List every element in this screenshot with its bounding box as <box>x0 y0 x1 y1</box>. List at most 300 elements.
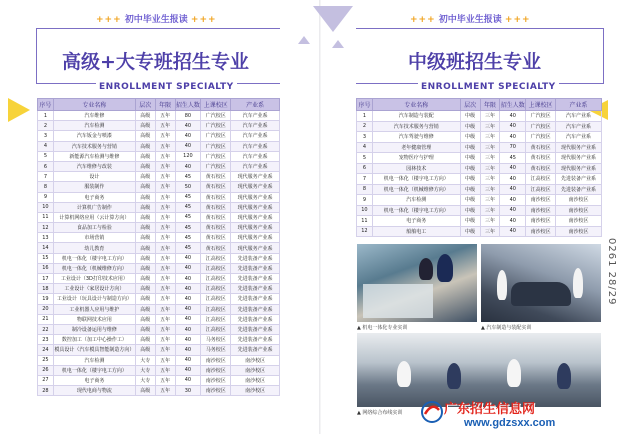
table-row <box>357 226 602 237</box>
cell-col-index: 22 <box>38 324 54 334</box>
cell-col-program-name: 电子商务 <box>53 375 135 385</box>
cell-col-department: 现代服务产业系 <box>231 233 280 243</box>
cell-col-index: 11 <box>357 216 373 227</box>
table-row <box>357 111 602 122</box>
cell-col-years: 五年 <box>155 202 175 212</box>
cell-col-enrollment: 45 <box>175 192 201 202</box>
plus-decor: +++ <box>410 15 436 25</box>
cell-col-enrollment: 40 <box>175 304 201 314</box>
car-body <box>511 282 571 306</box>
cell-col-level: 高级 <box>135 233 155 243</box>
cell-col-level: 高级 <box>135 111 155 121</box>
cell-col-program-name: 现代电商与物流 <box>53 386 135 396</box>
table-row <box>357 174 602 185</box>
header-col-department: 产业系 <box>556 99 602 111</box>
cell-col-enrollment: 45 <box>175 233 201 243</box>
cell-col-level: 高级 <box>135 284 155 294</box>
cell-col-program-name: 幼儿教育 <box>53 243 135 253</box>
cell-col-enrollment: 40 <box>175 131 201 141</box>
cell-col-index: 2 <box>357 121 373 132</box>
table-row <box>38 202 280 212</box>
cell-col-campus: 南沙校区 <box>526 226 556 237</box>
left-page-title: 高级+大专班招生专业 <box>62 51 249 73</box>
cell-col-campus: 江高校区 <box>201 253 231 263</box>
cell-col-level: 中级 <box>460 142 480 153</box>
table-row <box>38 345 280 355</box>
cell-col-program-name: 市场营销 <box>53 233 135 243</box>
equipment-panel <box>363 284 433 318</box>
cell-col-program-name: 机电一体化（楼宇电工方向） <box>372 174 460 185</box>
cell-col-campus: 广汽校区 <box>526 121 556 132</box>
cell-col-index: 5 <box>38 151 54 161</box>
person-figure <box>573 268 583 298</box>
cell-col-enrollment: 45 <box>175 202 201 212</box>
cell-col-level: 高级 <box>135 314 155 324</box>
cell-col-index: 27 <box>38 375 54 385</box>
header-col-years: 年限 <box>480 99 500 111</box>
cell-col-years: 五年 <box>155 223 175 233</box>
cell-col-department: 先进装备产业系 <box>231 253 280 263</box>
cell-col-index: 4 <box>38 141 54 151</box>
cell-col-level: 高级 <box>135 294 155 304</box>
cell-col-campus: 黄石校区 <box>201 172 231 182</box>
cell-col-years: 五年 <box>155 263 175 273</box>
cell-col-department: 南沙校区 <box>231 365 280 375</box>
header-col-index: 序号 <box>38 99 54 111</box>
table-row <box>38 192 280 202</box>
table-header-row <box>38 99 280 111</box>
cell-col-department: 先进装备产业系 <box>231 324 280 334</box>
cell-col-campus: 广汽校区 <box>201 111 231 121</box>
cell-col-campus: 南沙校区 <box>201 365 231 375</box>
header-col-enrollment: 招生人数 <box>500 99 526 111</box>
cell-col-department: 汽车产业系 <box>231 111 280 121</box>
table-row <box>357 153 602 164</box>
cell-col-index: 15 <box>38 253 54 263</box>
table-row <box>38 335 280 345</box>
table-row <box>38 355 280 365</box>
cell-col-department: 先进装备产业系 <box>231 294 280 304</box>
cell-col-years: 五年 <box>155 111 175 121</box>
table-row <box>38 161 280 171</box>
cell-col-index: 2 <box>38 121 54 131</box>
cell-col-program-name: 汽车维修 <box>53 111 135 121</box>
cell-col-campus: 南沙校区 <box>201 355 231 365</box>
cell-col-level: 中级 <box>460 153 480 164</box>
cell-col-level: 高级 <box>135 121 155 131</box>
cell-col-campus: 江高校区 <box>201 314 231 324</box>
cell-col-level: 中级 <box>460 226 480 237</box>
cell-col-campus: 江高校区 <box>201 324 231 334</box>
table-row <box>38 243 280 253</box>
cell-col-years: 五年 <box>155 182 175 192</box>
cell-col-years: 五年 <box>155 284 175 294</box>
cell-col-campus: 广汽校区 <box>201 161 231 171</box>
cell-col-index: 4 <box>357 142 373 153</box>
cell-col-campus: 广汽校区 <box>526 111 556 122</box>
cell-col-department: 现代服务产业系 <box>231 182 280 192</box>
cell-col-years: 三年 <box>480 174 500 185</box>
cell-col-campus: 南沙校区 <box>201 386 231 396</box>
cell-col-years: 五年 <box>155 386 175 396</box>
cell-col-program-name: 服装制作 <box>53 182 135 192</box>
header-col-level: 层次 <box>460 99 480 111</box>
person-figure <box>507 359 521 387</box>
cell-col-index: 12 <box>357 226 373 237</box>
cell-col-years: 五年 <box>155 314 175 324</box>
table-row <box>38 253 280 263</box>
left-subtitle: ENROLLMENT SPECIALTY <box>96 82 237 92</box>
cell-col-enrollment: 40 <box>175 284 201 294</box>
cell-col-department: 汽车产业系 <box>231 151 280 161</box>
right-subtitle: ENROLLMENT SPECIALTY <box>418 82 559 92</box>
cell-col-department: 汽车产业系 <box>231 131 280 141</box>
cell-col-level: 大专 <box>135 375 155 385</box>
cell-col-index: 28 <box>38 386 54 396</box>
cell-col-index: 10 <box>38 202 54 212</box>
watermark-url: www.gdzsxx.com <box>464 417 556 429</box>
header-col-campus: 上课校区 <box>526 99 556 111</box>
cell-col-index: 23 <box>38 335 54 345</box>
cell-col-program-name: 机电一体化（机械维修方向） <box>372 184 460 195</box>
cell-col-years: 五年 <box>155 233 175 243</box>
cell-col-department: 南沙校区 <box>231 386 280 396</box>
left-guide-banner <box>96 12 217 25</box>
cell-col-campus: 江高校区 <box>201 284 231 294</box>
table-row <box>38 223 280 233</box>
cell-col-level: 高级 <box>135 202 155 212</box>
cell-col-level: 高级 <box>135 131 155 141</box>
cell-col-enrollment: 40 <box>500 205 526 216</box>
cell-col-department: 先进装备产业系 <box>231 284 280 294</box>
table-row <box>357 205 602 216</box>
cell-col-level: 高级 <box>135 386 155 396</box>
table-row <box>357 132 602 143</box>
cell-col-years: 五年 <box>155 304 175 314</box>
guide-text: 初中毕业生报读 <box>124 15 188 25</box>
cell-col-level: 高级 <box>135 172 155 182</box>
cell-col-program-name: 机电一体化（楼宇电工方向） <box>53 365 135 375</box>
cell-col-level: 中级 <box>460 132 480 143</box>
header-col-level: 层次 <box>135 99 155 111</box>
cell-col-enrollment: 40 <box>500 163 526 174</box>
cell-col-index: 9 <box>357 195 373 206</box>
cell-col-years: 五年 <box>155 141 175 151</box>
cell-col-program-name: 工业机器人应用与维护 <box>53 304 135 314</box>
decor-triangle-small-left <box>298 36 310 44</box>
cell-col-index: 6 <box>357 163 373 174</box>
table-row <box>38 141 280 151</box>
cell-col-department: 先进装备产业系 <box>231 263 280 273</box>
cell-col-program-name: 新能源汽车检测与维修 <box>53 151 135 161</box>
cell-col-years: 五年 <box>155 345 175 355</box>
cell-col-campus: 广汽校区 <box>526 132 556 143</box>
training-photos <box>357 244 601 419</box>
table-row <box>38 284 280 294</box>
cell-col-enrollment: 40 <box>175 314 201 324</box>
cell-col-level: 高级 <box>135 161 155 171</box>
cell-col-level: 中级 <box>460 184 480 195</box>
cell-col-index: 3 <box>38 131 54 141</box>
cell-col-index: 20 <box>38 304 54 314</box>
cell-col-years: 三年 <box>480 195 500 206</box>
cell-col-campus: 广汽校区 <box>201 141 231 151</box>
cell-col-campus: 南沙校区 <box>526 216 556 227</box>
cell-col-enrollment: 40 <box>175 355 201 365</box>
cell-col-department: 先进装备产业系 <box>231 314 280 324</box>
table-row <box>38 151 280 161</box>
cell-col-enrollment: 30 <box>175 386 201 396</box>
decor-triangle-left <box>8 98 30 122</box>
cell-col-level: 高级 <box>135 345 155 355</box>
cell-col-index: 3 <box>357 132 373 143</box>
photo-network-cabling-training <box>357 333 601 407</box>
cell-col-program-name: 工业设计（3D打印技术应用） <box>53 274 135 284</box>
cell-col-years: 五年 <box>155 212 175 222</box>
cell-col-program-name: 船舶电工 <box>372 226 460 237</box>
cell-col-campus: 江高校区 <box>201 304 231 314</box>
table-header-row <box>357 99 602 111</box>
cell-col-level: 高级 <box>135 212 155 222</box>
table-row <box>38 131 280 141</box>
cell-col-campus: 黄石校区 <box>201 212 231 222</box>
cell-col-years: 五年 <box>155 294 175 304</box>
cell-col-years: 三年 <box>480 163 500 174</box>
page-number: 0261 28/29 <box>606 238 617 306</box>
cell-col-enrollment: 45 <box>500 153 526 164</box>
cell-col-program-name: 汽车制造与装配 <box>372 111 460 122</box>
cell-col-campus: 广汽校区 <box>201 151 231 161</box>
intermediate-programs-table <box>356 98 602 237</box>
cell-col-index: 19 <box>38 294 54 304</box>
header-col-years: 年限 <box>155 99 175 111</box>
cell-col-department: 南沙校区 <box>556 226 602 237</box>
cell-col-program-name: 工业设计（玩具设计与制造方向） <box>53 294 135 304</box>
cell-col-department: 汽车产业系 <box>556 132 602 143</box>
table-row <box>38 365 280 375</box>
cell-col-level: 中级 <box>460 205 480 216</box>
cell-col-index: 5 <box>357 153 373 164</box>
cell-col-enrollment: 40 <box>175 365 201 375</box>
cell-col-enrollment: 40 <box>175 375 201 385</box>
cell-col-enrollment: 40 <box>500 184 526 195</box>
cell-col-enrollment: 45 <box>175 243 201 253</box>
table-row <box>357 216 602 227</box>
cell-col-program-name: 汽车检测 <box>53 121 135 131</box>
decor-triangle-small-right <box>332 40 344 48</box>
cell-col-campus: 广汽校区 <box>201 121 231 131</box>
cell-col-department: 汽车产业系 <box>556 111 602 122</box>
cell-col-program-name: 宠物医疗与护理 <box>372 153 460 164</box>
cell-col-program-name: 机电一体化（楼宇电工方向） <box>53 253 135 263</box>
header-col-program-name: 专业名称 <box>53 99 135 111</box>
cell-col-program-name: 机电一体化（机械维修方向） <box>53 263 135 273</box>
cell-col-years: 三年 <box>480 111 500 122</box>
cell-col-campus: 江高校区 <box>201 274 231 284</box>
cell-col-level: 中级 <box>460 163 480 174</box>
person-figure <box>497 270 507 300</box>
cell-col-years: 五年 <box>155 121 175 131</box>
cell-col-program-name: 汽车钣金与喷漆 <box>53 131 135 141</box>
cell-col-campus: 南沙校区 <box>526 195 556 206</box>
cell-col-years: 三年 <box>480 216 500 227</box>
cell-col-program-name: 数控加工（加工中心操作工） <box>53 335 135 345</box>
cell-col-index: 7 <box>357 174 373 185</box>
page-fold <box>319 0 321 434</box>
plus-decor: +++ <box>190 15 217 25</box>
cell-col-enrollment: 40 <box>175 294 201 304</box>
watermark-logo-icon <box>420 400 444 424</box>
cell-col-index: 17 <box>38 274 54 284</box>
cell-col-years: 五年 <box>155 355 175 365</box>
cell-col-campus: 黄石校区 <box>526 163 556 174</box>
cell-col-department: 南沙校区 <box>556 195 602 206</box>
table-row <box>38 386 280 396</box>
cell-col-department: 现代服务产业系 <box>231 223 280 233</box>
cell-col-enrollment: 45 <box>175 223 201 233</box>
cell-col-department: 南沙校区 <box>231 375 280 385</box>
cell-col-years: 三年 <box>480 121 500 132</box>
cell-col-department: 南沙校区 <box>556 216 602 227</box>
cell-col-program-name: 电子商务 <box>53 192 135 202</box>
person-figure <box>437 254 453 282</box>
cell-col-enrollment: 40 <box>175 324 201 334</box>
cell-col-years: 三年 <box>480 142 500 153</box>
cell-col-years: 三年 <box>480 226 500 237</box>
person-figure <box>447 363 461 389</box>
cell-col-level: 高级 <box>135 274 155 284</box>
cell-col-department: 现代服务产业系 <box>556 142 602 153</box>
cell-col-campus: 黄石校区 <box>201 182 231 192</box>
cell-col-department: 现代服务产业系 <box>556 153 602 164</box>
cell-col-department: 现代服务产业系 <box>231 243 280 253</box>
cell-col-department: 先进装备产业系 <box>231 335 280 345</box>
cell-col-program-name: 电子商务 <box>372 216 460 227</box>
cell-col-program-name: 食品加工与检验 <box>53 223 135 233</box>
cell-col-years: 三年 <box>480 184 500 195</box>
cell-col-campus: 马务校区 <box>201 345 231 355</box>
cell-col-index: 24 <box>38 345 54 355</box>
cell-col-enrollment: 40 <box>500 195 526 206</box>
cell-col-program-name: 汽车技术服务与营销 <box>53 141 135 151</box>
cell-col-department: 先进装备产业系 <box>231 345 280 355</box>
cell-col-index: 1 <box>357 111 373 122</box>
cell-col-department: 汽车产业系 <box>231 141 280 151</box>
cell-col-program-name: 工业设计（家居设计方向） <box>53 284 135 294</box>
cell-col-level: 高级 <box>135 151 155 161</box>
cell-col-program-name: 设计 <box>53 172 135 182</box>
cell-col-program-name: 汽车检测 <box>372 195 460 206</box>
guide-text: 初中毕业生报读 <box>438 15 502 25</box>
cell-col-index: 14 <box>38 243 54 253</box>
cell-col-campus: 江高校区 <box>526 174 556 185</box>
header-col-department: 产业系 <box>231 99 280 111</box>
cell-col-department: 现代服务产业系 <box>231 212 280 222</box>
cell-col-program-name: 老年健康管理 <box>372 142 460 153</box>
cell-col-enrollment: 40 <box>175 345 201 355</box>
cell-col-campus: 黄石校区 <box>201 192 231 202</box>
cell-col-campus: 黄石校区 <box>201 243 231 253</box>
cell-col-years: 五年 <box>155 131 175 141</box>
cell-col-campus: 黄石校区 <box>526 153 556 164</box>
header-col-index: 序号 <box>357 99 373 111</box>
header-col-enrollment: 招生人数 <box>175 99 201 111</box>
cell-col-level: 高级 <box>135 263 155 273</box>
cell-col-years: 五年 <box>155 335 175 345</box>
cell-col-enrollment: 40 <box>500 132 526 143</box>
cell-col-campus: 马务校区 <box>201 335 231 345</box>
decor-triangle-top <box>313 6 353 32</box>
table-row <box>38 324 280 334</box>
cell-col-years: 五年 <box>155 365 175 375</box>
table-row <box>357 195 602 206</box>
table-row <box>38 233 280 243</box>
cell-col-program-name: 模具设计（汽车模具智能制造方向） <box>53 345 135 355</box>
cell-col-years: 五年 <box>155 375 175 385</box>
cell-col-department: 现代服务产业系 <box>231 202 280 212</box>
table-row <box>38 212 280 222</box>
cell-col-enrollment: 40 <box>500 226 526 237</box>
cell-col-department: 现代服务产业系 <box>231 172 280 182</box>
cell-col-campus: 黄石校区 <box>201 223 231 233</box>
cell-col-index: 10 <box>357 205 373 216</box>
cell-col-index: 9 <box>38 192 54 202</box>
cell-col-index: 25 <box>38 355 54 365</box>
cell-col-enrollment: 70 <box>500 142 526 153</box>
cell-col-index: 21 <box>38 314 54 324</box>
cell-col-level: 大专 <box>135 365 155 375</box>
cell-col-years: 三年 <box>480 205 500 216</box>
cell-col-campus: 黄石校区 <box>201 202 231 212</box>
plus-decor: +++ <box>96 15 122 25</box>
cell-col-campus: 江高校区 <box>201 294 231 304</box>
cell-col-level: 高级 <box>135 335 155 345</box>
cell-col-index: 26 <box>38 365 54 375</box>
cell-col-enrollment: 40 <box>500 111 526 122</box>
cell-col-years: 五年 <box>155 274 175 284</box>
table-row <box>38 304 280 314</box>
cell-col-enrollment: 80 <box>175 111 201 121</box>
cell-col-campus: 南沙校区 <box>201 375 231 385</box>
cell-col-enrollment: 40 <box>175 141 201 151</box>
header-col-program-name: 专业名称 <box>372 99 460 111</box>
table-row <box>357 184 602 195</box>
photo-caption: ▲ 机电一体化专业实训 <box>357 325 408 331</box>
cell-col-index: 8 <box>357 184 373 195</box>
cell-col-level: 中级 <box>460 111 480 122</box>
cell-col-years: 五年 <box>155 324 175 334</box>
photo-caption: ▲ 汽车制造与装配实训 <box>481 325 532 331</box>
cell-col-program-name: 物联网技术应用 <box>53 314 135 324</box>
cell-col-enrollment: 45 <box>175 212 201 222</box>
cell-col-department: 现代服务产业系 <box>556 163 602 174</box>
cell-col-index: 6 <box>38 161 54 171</box>
table-row <box>38 182 280 192</box>
cell-col-level: 高级 <box>135 304 155 314</box>
cell-col-program-name: 计算机广告制作 <box>53 202 135 212</box>
photo-caption: ▲ 网络综合布线实训 <box>357 410 403 416</box>
cell-col-enrollment: 45 <box>175 172 201 182</box>
cell-col-department: 南沙校区 <box>556 205 602 216</box>
advanced-programs-table <box>37 98 280 396</box>
cell-col-enrollment: 40 <box>175 274 201 284</box>
cell-col-years: 五年 <box>155 253 175 263</box>
table-row <box>38 294 280 304</box>
plus-decor: +++ <box>504 15 531 25</box>
table-row <box>357 163 602 174</box>
cell-col-index: 7 <box>38 172 54 182</box>
cell-col-department: 先进装备产业系 <box>231 304 280 314</box>
